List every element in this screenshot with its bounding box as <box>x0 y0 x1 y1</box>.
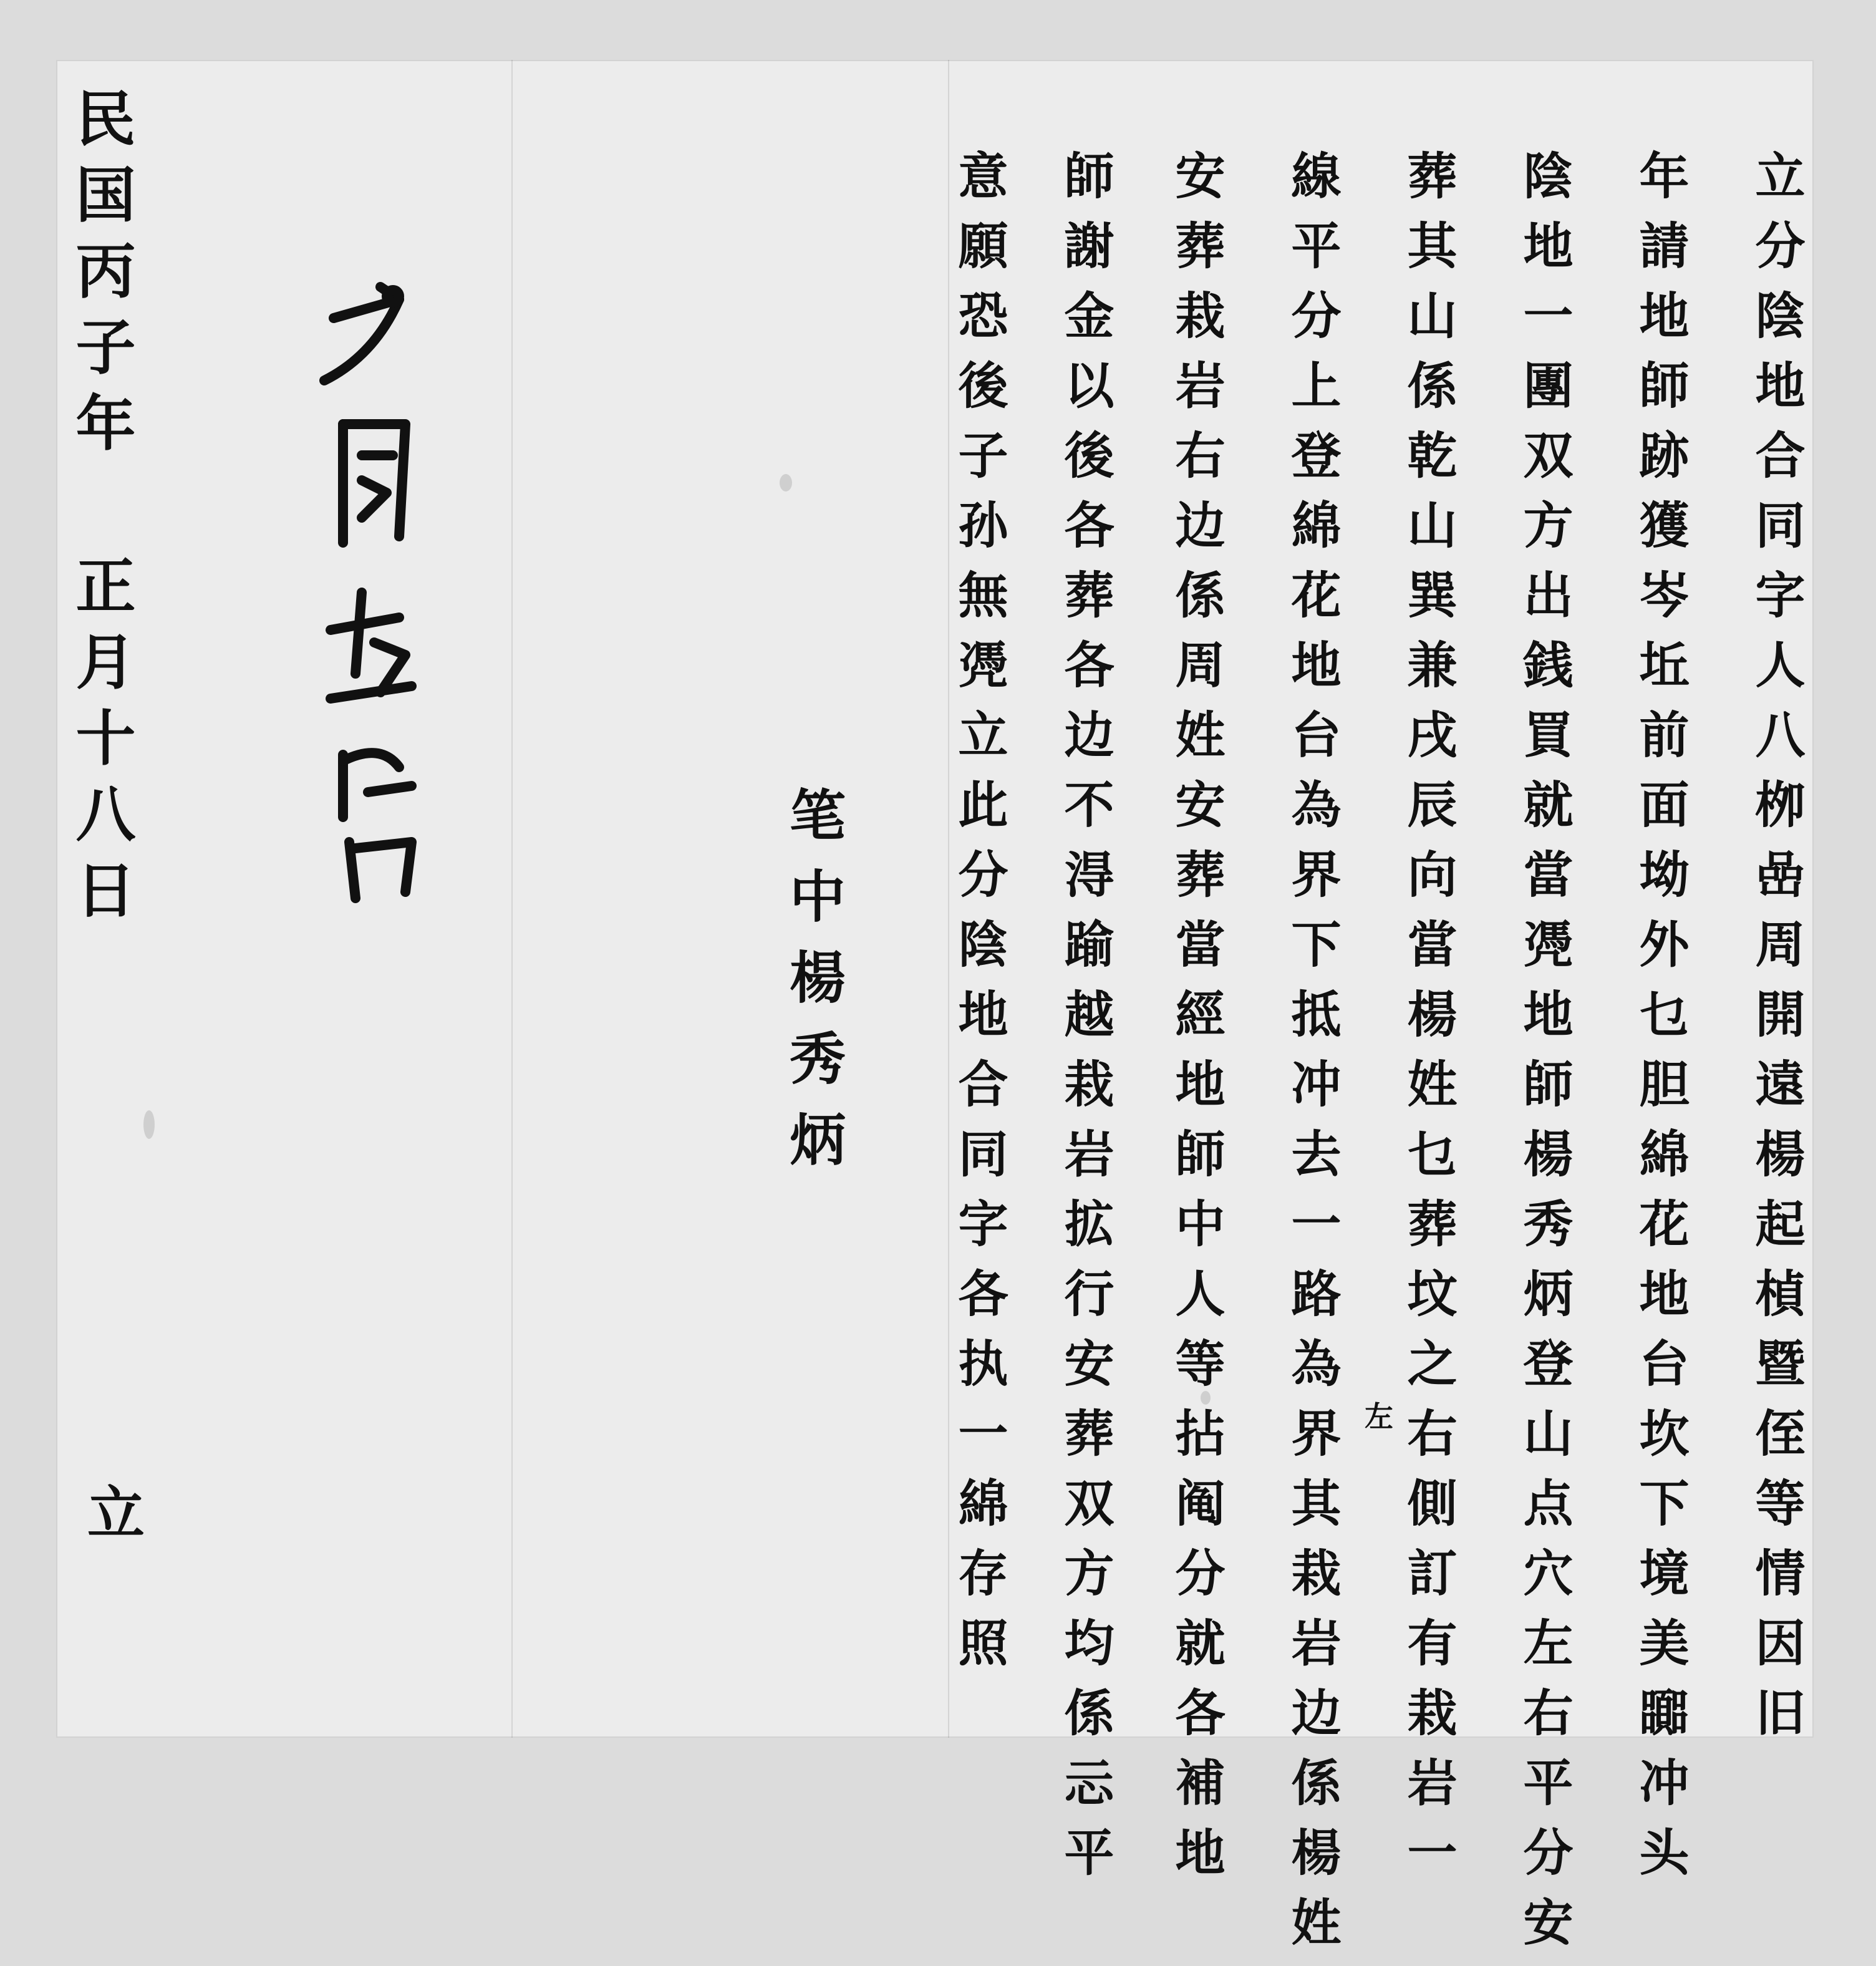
ink-smudge <box>780 474 792 492</box>
contract-body-line-1: 立分陰地合同字人八栁嵒周開遠楊起楨暨侄等情因旧 <box>1747 150 1806 1756</box>
contract-body-line-8: 意願恐後子孙無凴立此分陰地合同字各执一綿存照 <box>950 150 1008 1687</box>
contract-body-line-6: 安葬栽岩右边係周姓安葬當經地師中人等拈阄分就各補地 <box>1167 150 1226 1896</box>
contract-body-line-2: 年請地師跡獲岑坵前面坳外乜胆綿花地台坎下境美嚻冲头 <box>1631 150 1690 1896</box>
contract-body-line-7: 師謝金以後各葬各边不淂踰越栽岩拡行安葬双方均係忈平 <box>1056 150 1114 1896</box>
split-contract-seal-signature <box>306 268 443 911</box>
contract-body-line-5: 線平分上登綿花地台為界下抵冲去一路為界其栽岩边係楊姓 <box>1283 150 1342 1966</box>
li-mark: 立 <box>87 1479 145 1547</box>
paper-fold-crease <box>948 60 949 1738</box>
contract-date: 民国丙子年 正月十八日 <box>66 87 137 935</box>
inserted-correction-character: 左 <box>1365 1400 1393 1433</box>
scribe-name: 笔中楊秀炳 <box>780 786 846 1191</box>
contract-body-line-4: 葬其山係乾山巽兼戌辰向當楊姓乜葬坟之右側訂有栽岩一 <box>1399 150 1458 1896</box>
paper-fold-crease-left <box>511 60 513 1738</box>
contract-body-line-3: 陰地一團双方出銭買就當凴地師楊秀炳登山点穴左右平分安 <box>1515 150 1574 1966</box>
ink-smudge <box>143 1110 155 1139</box>
